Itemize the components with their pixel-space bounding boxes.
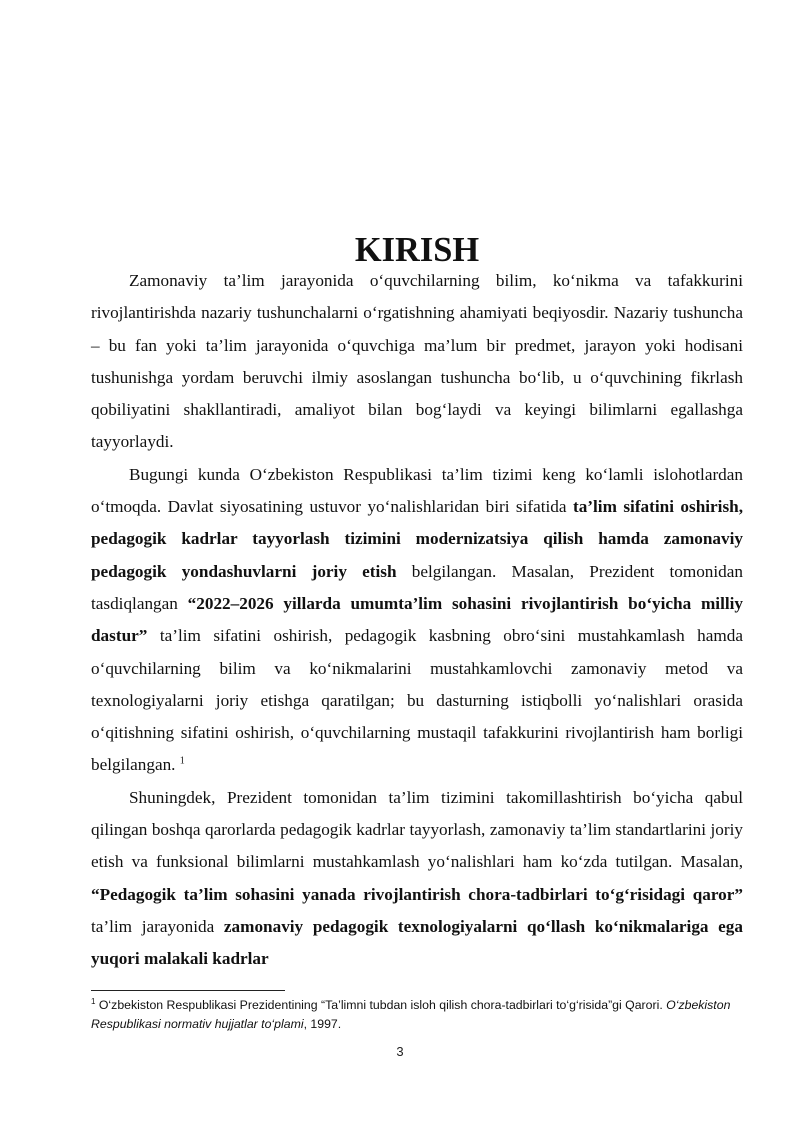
main-content: [91, 231, 743, 976]
text-run: belgilangan. Masalan, Prezident tomonidan tasdiqlangan: [91, 561, 743, 613]
paragraph-1: [91, 265, 743, 459]
bold-text: “2022–2026 yillarda umumta’lim sohasini rivojlantirish bo‘yicha milliy dastur”: [91, 593, 743, 646]
footnote: [91, 996, 743, 1034]
footnote-text: O‘zbekiston Respublikasi Prezidentining “Ta’limni tubdan isloh qilish chora-tadbirlari to‘g‘risida”gi Qarori.: [95, 998, 667, 1012]
text-run: Shuningdek, Prezident tomonidan ta’lim tizimini takomillashtirish bo‘yicha qabul qilingan boshqa qarorlarda pedagogik kadrlar tayyorlash, zamonaviy ta’lim standartlarini joriy etish va funksional bilimlarni mustahkamlash yo‘nalishlari ham ko‘zda tutilgan. Masalan,: [91, 787, 743, 872]
footnote-number: 1: [91, 996, 96, 1006]
paragraph-3: [91, 782, 743, 976]
text-run: ta’lim sifatini oshirish, pedagogik kasbning obro‘sini mustahkamlash hamda o‘quvchilarning bilim va ko‘nikmalarini mustahkamlovchi zamonaviy metod va texnologiyalarni joriy etishga qaratilgan; bu dasturning istiqbolli yo‘nalishlari orasida o‘qitishning sifatini oshirish, o‘quvchilarning mustaqil tafakkurini rivojlantirish ham borligi belgilangan.: [91, 626, 743, 775]
footnote-reference: 1: [179, 755, 185, 767]
text-run: ta’lim jarayonida: [91, 916, 224, 936]
footnote-separator: [91, 990, 285, 991]
footnote-tail: , 1997.: [303, 1017, 342, 1031]
section-heading: KIRISH: [354, 231, 480, 269]
paragraph-2: [91, 459, 743, 782]
text-run: Zamonaviy ta’lim jarayonida o‘quvchilarning bilim, ko‘nikma va tafakkurini rivojlantirishda nazariy tushunchalarni o‘rgatishning ahamiyati beqiyosdir. Nazariy tushuncha – bu fan yoki ta’lim jarayonida o‘quvchiga ma’lum bir predmet, jarayon yoki hodisani tushunishga yordam beruvchi ilmiy asoslangan tushuncha bo‘lib, u o‘quvchining fikrlash qobiliyatini shakllantiradi, amaliyot bilan bog‘laydi va keyingi bilimlarni egallashga tayyorlaydi.: [91, 271, 743, 452]
text-run: Bugungi kunda O‘zbekiston Respublikasi ta’lim tizimi keng ko‘lamli islohotlardan o‘tmoqda. Davlat siyosatining ustuvor yo‘nalishlaridan biri sifatida: [91, 464, 743, 517]
bold-text: ta’lim sifatini oshirish, pedagogik kadrlar tayyorlash tizimini modernizatsiya qilish hamda zamonaviy pedagogik yondashuvlarni joriy etish: [91, 497, 743, 581]
bold-text: “Pedagogik ta’lim sohasini yanada rivojlantirish chora-tadbirlari to‘g‘risidagi qaror”: [91, 884, 743, 904]
page-number: 3: [396, 1044, 404, 1059]
bold-text: zamonaviy pedagogik texnologiyalarni qo‘llash ko‘nikmalariga ega yuqori malakali kadrlar: [91, 916, 743, 969]
footnote-source-title: O‘zbekiston Respublikasi normativ hujjatlar to‘plami: [91, 998, 731, 1031]
